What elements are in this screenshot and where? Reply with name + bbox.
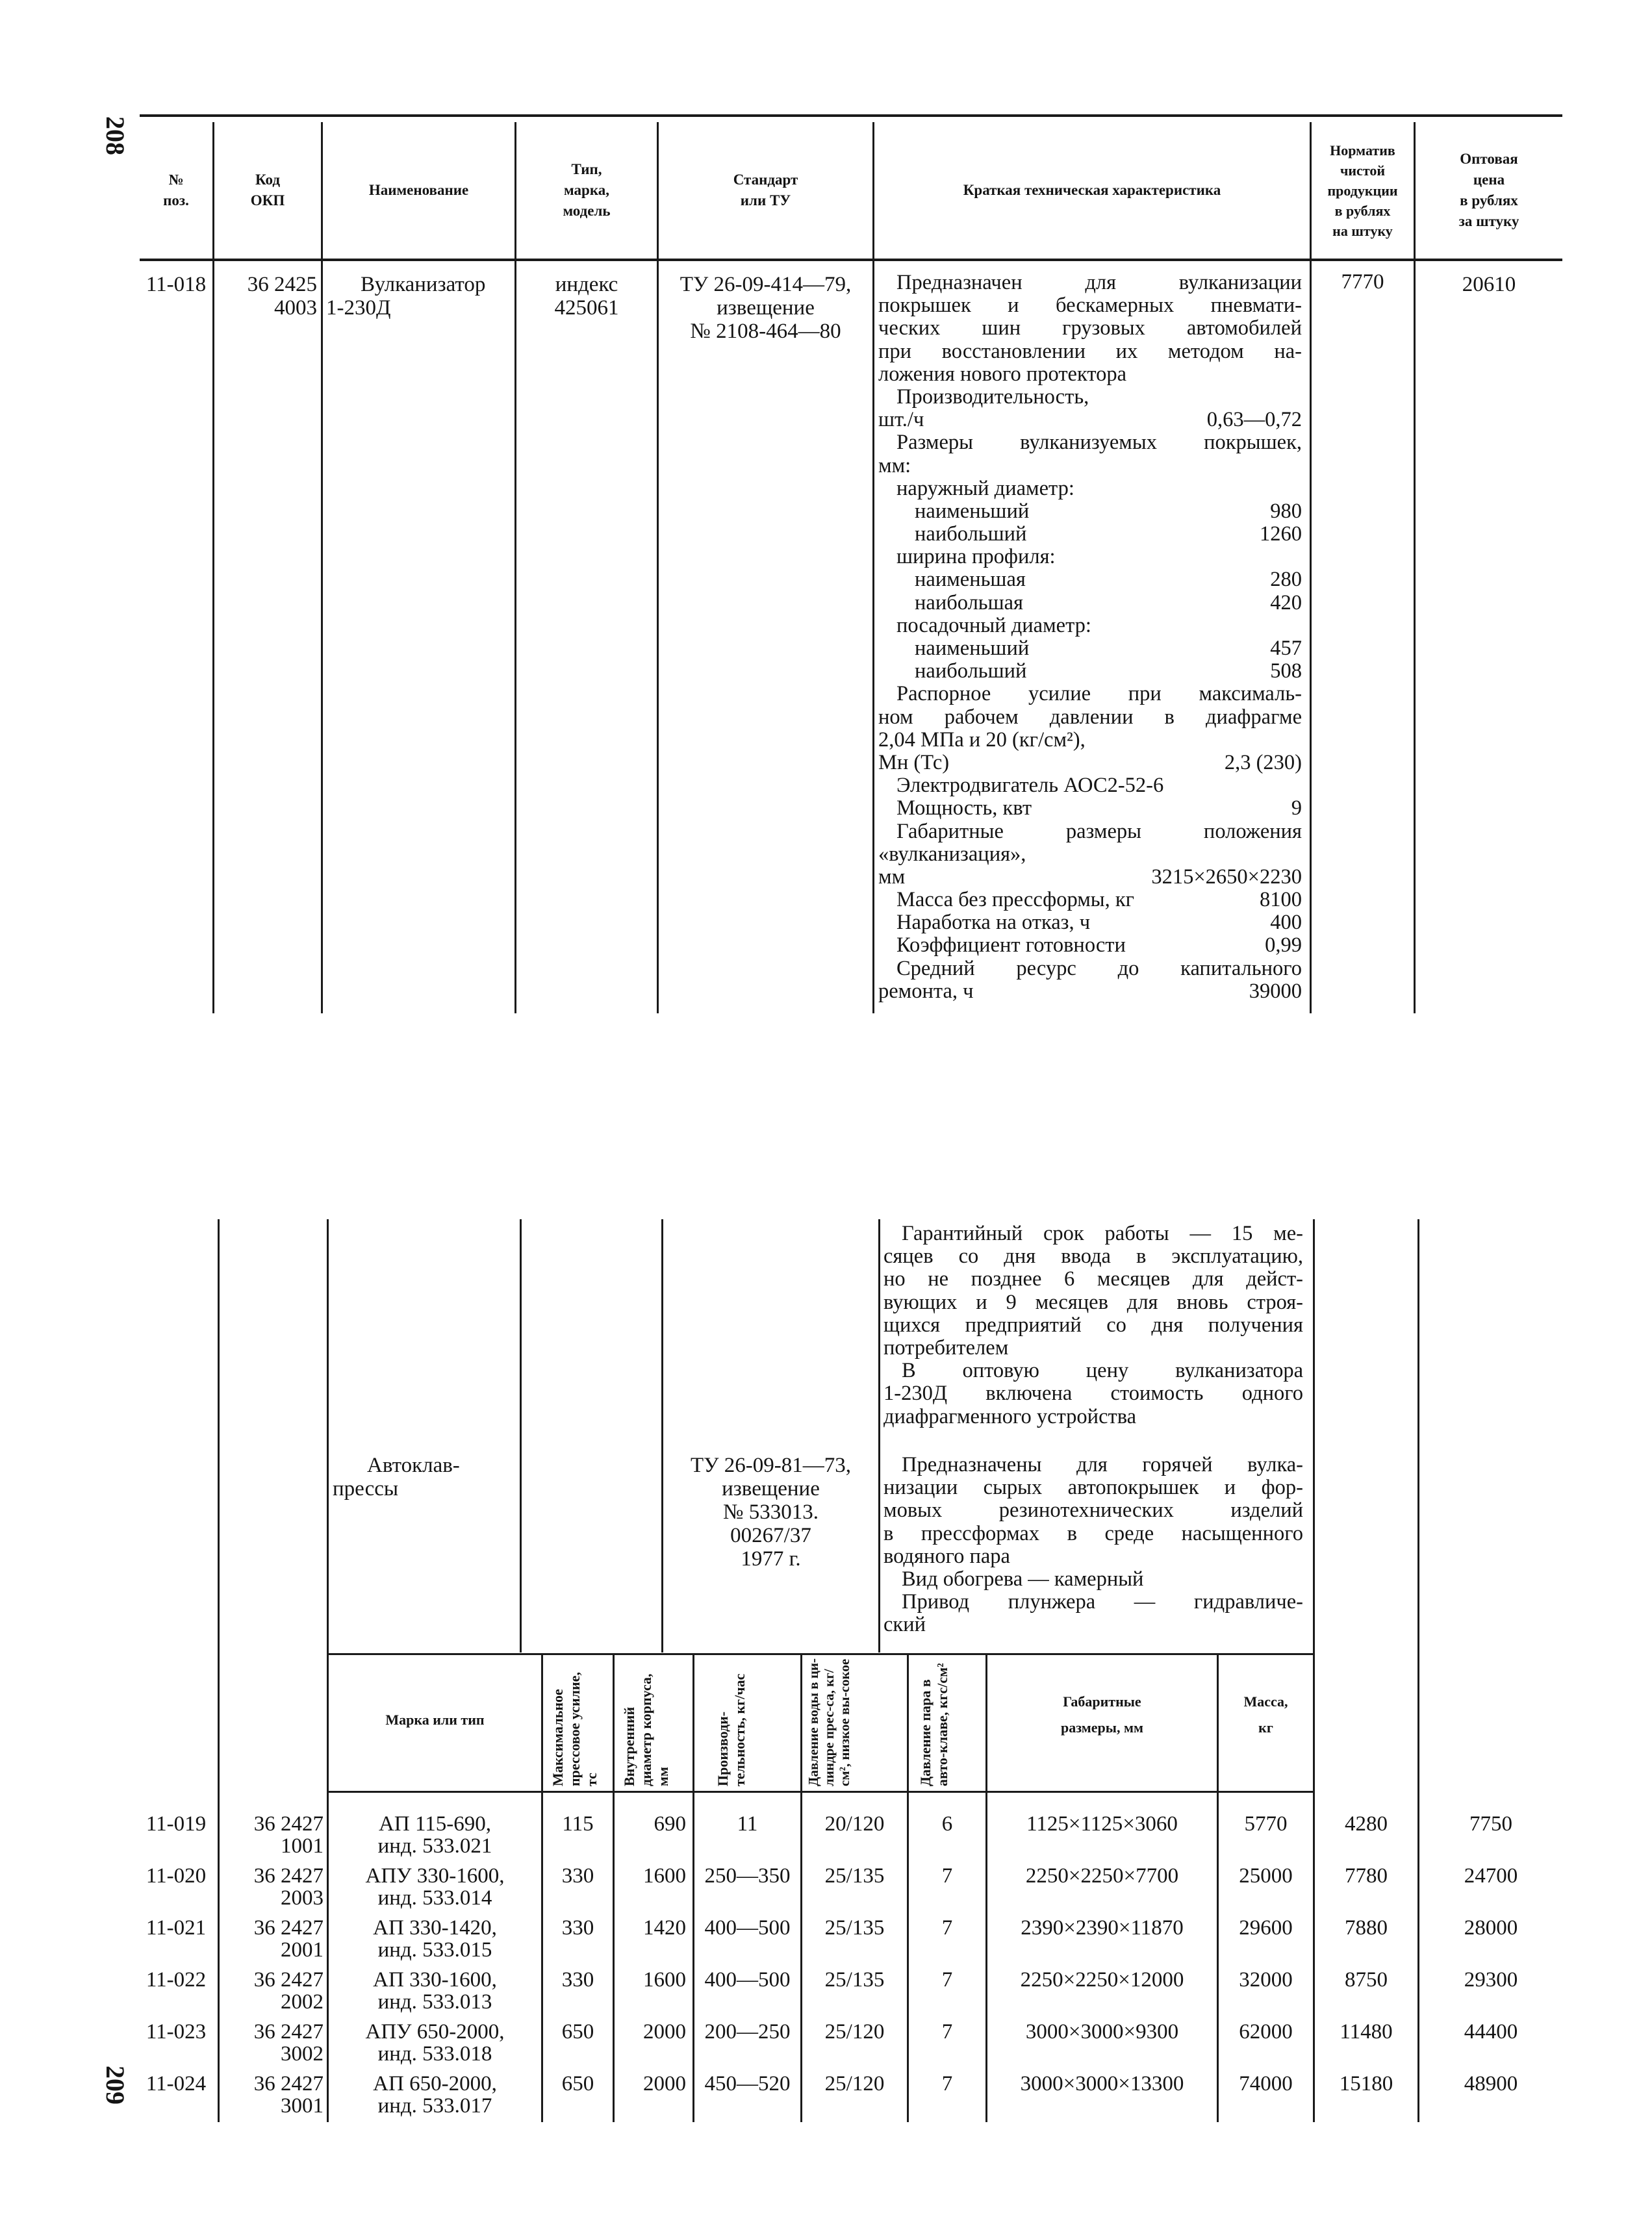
row-11-022-prod: 400—500 <box>704 1968 791 1992</box>
row-11-020-force: 330 <box>561 1864 594 1888</box>
row-11-019-prod: 11 <box>737 1812 758 1836</box>
row-11-021-mark1: АП 330-1420, <box>373 1916 497 1940</box>
row-11-018-desc-line: ном рабочем давлении в диафрагме <box>878 705 1302 729</box>
row-11-020-price: 24700 <box>1464 1864 1518 1888</box>
row-11-022-mass: 32000 <box>1239 1968 1293 1992</box>
row-11-022-diam: 1600 <box>643 1968 686 1992</box>
row-11-018-desc-line: Размеры вулканизуемых покрышек, <box>896 431 1302 455</box>
subheader-top-rule <box>329 1653 1313 1655</box>
col-sep <box>878 1219 880 1652</box>
row-11-018-type2: 425061 <box>554 296 619 320</box>
subheader-mass2: кг <box>1258 1719 1273 1736</box>
col-sep <box>212 261 214 1013</box>
autoclave-std2: извещение <box>722 1477 820 1500</box>
row-11-018-price: 20610 <box>1462 273 1516 296</box>
subheader-prod: Производи-тельность, кг/час <box>715 1673 748 1786</box>
col-sep <box>800 1653 802 2122</box>
col-sep <box>520 1219 522 1652</box>
row-11-018-std3: № 2108-464—80 <box>690 320 841 343</box>
col-sep <box>661 1219 663 1652</box>
row-11-023-dims: 3000×3000×9300 <box>1025 2020 1179 2044</box>
row-11-018-desc-line: наименьший 980 <box>915 500 1302 523</box>
row-11-018-desc-line: Масса без прессформы, кг 8100 <box>896 889 1302 912</box>
row-11-022-steam: 7 <box>941 1968 953 1992</box>
row-11-019-okp1: 36 2427 <box>253 1812 324 1836</box>
row-11-022-okp1: 36 2427 <box>253 1968 324 1992</box>
page-number-top: 208 <box>101 116 130 155</box>
row-11-018-desc-line: Коэффициент готовности 0,99 <box>896 934 1302 957</box>
guarantee-desc-line: но не позднее 6 месяцев для дейст- <box>883 1268 1303 1291</box>
row-11-023-diam: 2000 <box>643 2020 686 2044</box>
row-11-018-type1: индекс <box>555 273 618 296</box>
row-11-023-steam: 7 <box>941 2020 953 2044</box>
row-11-018-desc-line: наименьшая 280 <box>915 568 1302 592</box>
guarantee-desc-line: 1-230Д включена стоимость одного <box>883 1382 1303 1406</box>
row-11-018-desc-line: посадочный диаметр: <box>896 614 1091 637</box>
row-11-020-mark1: АПУ 330-1600, <box>365 1864 505 1888</box>
row-11-018-desc-line: наименьший 457 <box>915 637 1302 660</box>
col-sep <box>907 1653 909 2122</box>
autoclave-description <box>883 1454 1308 1637</box>
guarantee-desc-line: диафрагменного устройства <box>883 1405 1137 1428</box>
autoclave-desc-line: Привод плунжера — гидравличе- <box>902 1591 1303 1614</box>
subheader-water: Давление воды в ци-линдре прес-са, кг/см², низкое вы-сокое <box>806 1658 852 1786</box>
row-11-018-desc-line: наружный диаметр: <box>896 477 1074 500</box>
row-11-022-okp2: 2002 <box>281 1990 324 2014</box>
row-11-023-water: 25/120 <box>824 2020 885 2044</box>
header-name: Наименование <box>368 182 469 198</box>
row-11-018-desc-line: Предназначен для вулканизации <box>896 272 1302 294</box>
row-11-020-steam: 7 <box>941 1864 953 1888</box>
row-11-020-diam: 1600 <box>643 1864 686 1888</box>
row-11-021-force: 330 <box>561 1916 594 1940</box>
row-11-018-desc-line: наибольший 508 <box>915 660 1302 683</box>
header-standard: Стандарт или ТУ <box>733 171 798 209</box>
col-sep <box>1414 261 1416 1013</box>
row-11-018-description <box>878 272 1307 1003</box>
row-11-024-okp2: 3001 <box>281 2094 324 2118</box>
row-11-021-mark2: инд. 533.015 <box>377 1938 492 1962</box>
autoclave-desc-line: низации сырых автопокрышек и фор- <box>883 1476 1303 1500</box>
row-11-018-desc-line: Распорное усилие при максималь- <box>896 683 1302 706</box>
col-sep <box>1310 261 1312 1013</box>
row-11-020-prod: 250—350 <box>704 1864 791 1888</box>
col-sep <box>693 1653 694 2122</box>
row-11-021-price: 28000 <box>1464 1916 1518 1940</box>
autoclave-std1: ТУ 26-09-81—73, <box>690 1454 851 1477</box>
subheader-diam: Внутренний диаметр корпуса, мм <box>621 1673 671 1786</box>
row-11-019-diam: 690 <box>654 1812 686 1836</box>
row-11-024-price: 48900 <box>1464 2072 1518 2095</box>
row-11-018-desc-line: шт./ч 0,63—0,72 <box>878 409 1302 432</box>
row-11-021-okp2: 2001 <box>281 1938 324 1962</box>
row-11-018-pos: 11-018 <box>146 273 207 296</box>
row-11-018-desc-line: ширина профиля: <box>896 546 1056 569</box>
row-11-018-desc-line: 2,04 МПа и 20 (кг/см²), <box>878 728 1086 752</box>
row-11-022-norm: 8750 <box>1345 1968 1388 1992</box>
guarantee-desc-line: вующих и 9 месяцев для вновь строя- <box>883 1291 1303 1314</box>
row-11-018-desc-line: мм 3215×2650×2230 <box>878 865 1302 889</box>
row-11-018-std2: извещение <box>717 296 815 320</box>
row-11-019-force: 115 <box>562 1812 594 1836</box>
row-11-020-mass: 25000 <box>1239 1864 1293 1888</box>
row-11-018-okp1: 36 2425 <box>247 273 317 296</box>
row-11-018-desc-line: наибольший 1260 <box>915 523 1302 546</box>
row-11-020-okp2: 2003 <box>281 1886 324 1910</box>
header-tech: Краткая техническая характеристика <box>963 182 1221 198</box>
row-11-023-prod: 200—250 <box>704 2020 791 2044</box>
row-11-022-price: 29300 <box>1464 1968 1518 1992</box>
subheader-mass1: Масса, <box>1243 1693 1288 1710</box>
col-sep <box>657 261 659 1013</box>
row-11-019-mark2: инд. 533.021 <box>377 1834 492 1858</box>
row-11-024-mark2: инд. 533.017 <box>377 2094 492 2118</box>
row-11-021-diam: 1420 <box>643 1916 686 1940</box>
row-11-024-prod: 450—520 <box>704 2072 791 2095</box>
col-sep <box>515 261 516 1013</box>
row-11-018-desc-line: Электродвигатель АОС2-52-6 <box>896 774 1164 798</box>
row-11-021-pos: 11-021 <box>146 1916 207 1940</box>
row-11-019-mark1: АП 115-690, <box>379 1812 491 1836</box>
row-11-018-std1: ТУ 26-09-414—79, <box>680 273 852 296</box>
row-11-021-okp1: 36 2427 <box>253 1916 324 1940</box>
row-11-021-prod: 400—500 <box>704 1916 791 1940</box>
row-11-023-okp2: 3002 <box>281 2042 324 2066</box>
subheader-steam: Давление пара в авто-клаве, кгс/см² <box>917 1663 950 1786</box>
row-11-018-desc-line: мм: <box>878 454 911 477</box>
row-11-019-price: 7750 <box>1469 1812 1512 1836</box>
row-11-018-name1: Вулканизатор <box>361 273 486 296</box>
autoclave-std5: 1977 г. <box>741 1547 801 1571</box>
autoclave-name2: прессы <box>333 1477 399 1500</box>
row-11-019-okp2: 1001 <box>281 1834 324 1858</box>
row-11-024-steam: 7 <box>941 2072 953 2095</box>
guarantee-desc-line: В оптовую цену вулканизатора <box>902 1360 1303 1383</box>
header-bottom-rule <box>140 259 1562 261</box>
guarantee-desc-line: потребителем <box>883 1336 1009 1360</box>
guarantee-desc-line: Гарантийный срок работы — 15 ме- <box>902 1222 1303 1245</box>
row-11-020-water: 25/135 <box>824 1864 885 1888</box>
row-11-019-steam: 6 <box>941 1812 953 1836</box>
autoclave-desc-line: Предназначены для горячей вулка- <box>902 1454 1303 1476</box>
row-11-020-okp1: 36 2427 <box>253 1864 324 1888</box>
row-11-024-force: 650 <box>561 2072 594 2095</box>
subheader-bottom-rule <box>329 1791 1313 1793</box>
row-11-019-mass: 5770 <box>1244 1812 1288 1836</box>
row-11-023-force: 650 <box>561 2020 594 2044</box>
row-11-020-mark2: инд. 533.014 <box>377 1886 492 1910</box>
row-11-023-mass: 62000 <box>1239 2020 1293 2044</box>
row-11-018-desc-line: ложения нового протектора <box>878 362 1127 386</box>
row-11-023-norm: 11480 <box>1340 2020 1393 2044</box>
autoclave-desc-line: Вид обогрева — камерный <box>902 1567 1144 1591</box>
header-pos: № поз. <box>163 171 189 209</box>
row-11-018-name2: 1-230Д <box>326 296 391 320</box>
header-type: Тип, марка, модель <box>563 161 611 219</box>
row-11-024-okp1: 36 2427 <box>253 2072 324 2095</box>
subheader-dims1: Габаритные <box>1063 1693 1141 1710</box>
row-11-018-desc-line: при восстановлении их методом на- <box>878 340 1302 363</box>
row-11-019-water: 20/120 <box>824 1812 885 1836</box>
row-11-023-mark2: инд. 533.018 <box>377 2042 492 2066</box>
row-11-022-dims: 2250×2250×12000 <box>1020 1968 1184 1992</box>
row-11-024-water: 25/120 <box>824 2072 885 2095</box>
row-11-018-desc-line: «вулканизация», <box>878 842 1026 866</box>
col-sep <box>872 261 874 1013</box>
row-11-018-desc-line: Производительность, <box>896 385 1089 409</box>
row-11-024-norm: 15180 <box>1339 2072 1393 2095</box>
row-11-022-mark1: АП 330-1600, <box>373 1968 497 1992</box>
autoclave-name1: Автоклав- <box>367 1454 460 1477</box>
row-11-022-mark2: инд. 533.013 <box>377 1990 492 2014</box>
row-11-018-desc-line: Мн (Тс) 2,3 (230) <box>878 751 1302 774</box>
row-11-021-norm: 7880 <box>1345 1916 1388 1940</box>
row-11-021-mass: 29600 <box>1239 1916 1293 1940</box>
row-11-018-desc-line: Мощность, квт 9 <box>896 797 1302 820</box>
row-11-018-desc-line: Габаритные размеры положения <box>896 820 1302 843</box>
row-11-020-pos: 11-020 <box>146 1864 207 1888</box>
row-11-019-norm: 4280 <box>1345 1812 1388 1836</box>
guarantee-desc-line: щихся предприятий со дня получения <box>883 1313 1303 1337</box>
row-11-021-water: 25/135 <box>824 1916 885 1940</box>
row-11-019-dims: 1125×1125×3060 <box>1026 1812 1178 1836</box>
col-sep <box>321 261 323 1013</box>
header-top-rule <box>140 114 1562 117</box>
autoclave-std4: 00267/37 <box>730 1524 811 1547</box>
header-okp: Код ОКП <box>250 171 285 209</box>
row-11-018-desc-line: Наработка на отказ, ч 400 <box>896 911 1302 935</box>
row-11-023-price: 44400 <box>1464 2020 1518 2044</box>
autoclave-desc-line: ский <box>883 1614 926 1637</box>
row-11-020-dims: 2250×2250×7700 <box>1025 1864 1179 1888</box>
autoclave-desc-line: в прессформах в среде насыщенного <box>883 1522 1303 1545</box>
row-11-024-mass: 74000 <box>1239 2072 1293 2095</box>
col-sep <box>541 1653 543 2122</box>
row-11-023-okp1: 36 2427 <box>253 2020 324 2044</box>
guarantee-desc-line: сяцев со дня ввода в эксплуатацию, <box>883 1245 1303 1269</box>
subheader-dims2: размеры, мм <box>1061 1719 1143 1736</box>
row-11-024-diam: 2000 <box>643 2072 686 2095</box>
autoclave-desc-line: водяного пара <box>883 1545 1010 1568</box>
row-11-022-force: 330 <box>561 1968 594 1992</box>
row-11-024-pos: 11-024 <box>146 2072 207 2095</box>
subheader-force: Максимальное прессовое усилие, тс <box>550 1672 600 1786</box>
col-sep <box>613 1653 615 2122</box>
row-11-018-norm: 7770 <box>1341 270 1384 294</box>
header-norm: Норматив чистой продукции в рублях на штуку <box>1327 142 1398 239</box>
header-price: Оптовая цена в рублях за штуку <box>1458 151 1519 229</box>
row-11-018-desc-line: ческих шин грузовых автомобилей <box>878 317 1302 340</box>
row-11-021-steam: 7 <box>941 1916 953 1940</box>
row-11-024-mark1: АП 650-2000, <box>373 2072 497 2095</box>
row-11-023-pos: 11-023 <box>146 2020 207 2044</box>
row-11-023-mark1: АПУ 650-2000, <box>365 2020 505 2044</box>
subheader-mark: Марка или тип <box>385 1712 485 1728</box>
row-11-018-desc-line: Средний ресурс до капитального <box>896 957 1302 980</box>
autoclave-desc-line: мовых резинотехнических изделий <box>883 1499 1303 1523</box>
row-11-018-desc-line: ремонта, ч 39000 <box>878 980 1302 1003</box>
row-11-021-dims: 2390×2390×11870 <box>1021 1916 1184 1940</box>
row-11-022-pos: 11-022 <box>146 1968 207 1992</box>
row-11-018-okp2: 4003 <box>274 296 317 320</box>
autoclave-std3: № 533013. <box>723 1500 819 1524</box>
guarantee-description <box>883 1222 1308 1428</box>
page-number-bottom: 209 <box>101 2066 130 2105</box>
row-11-020-norm: 7780 <box>1345 1864 1388 1888</box>
row-11-019-pos: 11-019 <box>146 1812 207 1836</box>
row-11-022-water: 25/135 <box>824 1968 885 1992</box>
row-11-018-desc-line: наибольшая 420 <box>915 591 1302 614</box>
row-11-018-desc-line: покрышек и бескамерных пневмати- <box>878 294 1302 318</box>
row-11-024-dims: 3000×3000×13300 <box>1020 2072 1184 2095</box>
